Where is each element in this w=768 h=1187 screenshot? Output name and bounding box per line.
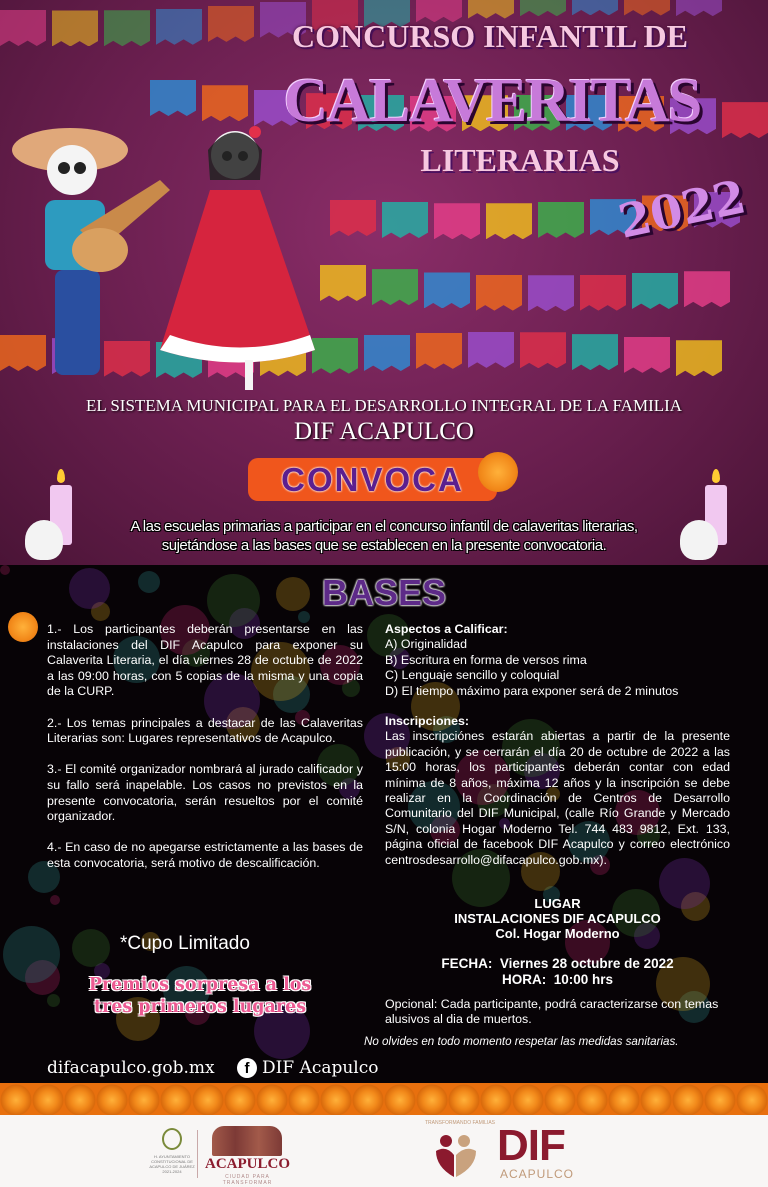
papel-picado-flag <box>416 333 462 369</box>
title-line3: LITERARIAS <box>420 142 620 178</box>
floral-decoration <box>3 926 60 983</box>
dif-ring-text: TRANSFORMANDO FAMILIAS <box>425 1120 496 1126</box>
papel-picado-flag <box>528 275 574 311</box>
opcional-text: Opcional: Cada participante, podrá caracterizarse con temas alusivos al dia de muertos. <box>385 997 719 1026</box>
papel-picado-flag <box>486 203 532 239</box>
aspecto-item: C) Lenguaje sencillo y coloquial <box>385 668 560 683</box>
intro-text <box>80 517 688 555</box>
convoca-banner: CONVOCA <box>248 458 497 501</box>
bases-item: 1.- Los participantes deberán presentarse en las instalaciones del DIF Acapulco para exponer su Calaverita Literaria, el día viernes 28 de octubre de 2022 a las 09:00 horas, con 5 copias de la misma y una copia de la CURP. <box>47 622 363 699</box>
fecha-time: HORA: 10:00 hrs <box>501 972 614 987</box>
acapulco-logo: ACAPULCO <box>205 1156 290 1172</box>
facebook-label: DIF Acapulco <box>262 1058 379 1078</box>
fecha-block <box>385 956 730 988</box>
website-link[interactable]: difacapulco.gob.mx <box>47 1058 215 1078</box>
bases-list <box>47 622 363 887</box>
papel-picado-flag <box>676 340 722 376</box>
inscripciones-text: Las inscripciónes estarán abiertas a partir de la presente publicación, y se cerrarán el día 20 de octubre de 2022 a las 15:00 horas, los participantes deberán contar con edad mínima de 8 años, máxima 12 años y la inscripción se debe realizar en la Coordinación de Centros de Desarrollo Comunitario del DIF Municipal, (calle Río Grande y Mercado S/N, colonia Hogar Moderno Tel. 744 483 9812, Ext. 133, página oficial de facebook DIF Acapulco y correo electrónico centrosdesarrollo@difacapulco.gob.mx). <box>385 729 730 867</box>
bases-item: 2.- Los temas principales a destacar de las Calaveritas Literarias son: Lugares representativos de Acapulco. <box>47 715 363 746</box>
papel-picado-flag <box>434 203 480 239</box>
footer <box>0 1115 768 1187</box>
dif-logo-sub: ACAPULCO <box>500 1167 575 1181</box>
ayuntamiento-text: H. AYUNTAMIENTO CONSTITUCIONAL DE ACAPULCO DE JUÁREZ 2021-2024 <box>149 1154 195 1174</box>
papel-picado-flag <box>632 273 678 309</box>
premios-text <box>60 974 340 1018</box>
papel-picado-flag <box>476 275 522 311</box>
acapulco-slogan: CIUDAD PARA TRANSFORMAR <box>222 1174 273 1186</box>
marigold-icon <box>8 612 38 642</box>
papel-picado-flag <box>468 332 514 368</box>
aspectos-title: Aspectos a Calificar: <box>385 622 508 636</box>
organizer-name: EL SISTEMA MUNICIPAL PARA EL DESARROLLO INTEGRAL DE LA FAMILIA <box>85 396 683 415</box>
papel-picado-flag <box>538 202 584 238</box>
marigold-icon <box>478 452 518 492</box>
marigold-border <box>0 1083 768 1117</box>
floral-decoration <box>72 929 110 967</box>
premios-line2: tres primeros lugares <box>93 997 307 1017</box>
bases-title: BASES <box>321 572 447 613</box>
title-line2: CALAVERITAS <box>283 67 701 135</box>
papel-picado-flag <box>520 332 566 368</box>
lugar-label: LUGAR <box>534 896 581 911</box>
sugar-skull-icon <box>25 520 63 560</box>
aspecto-item: D) El tiempo máximo para exponer será de 2 minutos <box>385 683 679 698</box>
inscripciones-title: Inscripciones: <box>385 714 470 729</box>
bases-item: 4.- En caso de no apegarse estrictamente a las bases de esta convocatoria, será motivo de descalificación. <box>47 840 363 870</box>
papel-picado-flag <box>208 6 254 42</box>
title-line1: CONCURSO INFANTIL DE <box>292 18 688 54</box>
acapulco-heroes-logo-icon <box>212 1126 282 1156</box>
papel-picado-flag <box>722 102 768 138</box>
right-column <box>385 622 730 868</box>
fecha-date: FECHA: Viernes 28 octubre de 2022 <box>441 956 674 971</box>
papel-picado-flag <box>104 10 150 46</box>
papel-picado-flag <box>330 200 376 236</box>
lugar-colony: Col. Hogar Moderno <box>495 926 620 941</box>
papel-picado-flag <box>572 334 618 370</box>
papel-picado-flag <box>372 269 418 305</box>
title-year: 2022 <box>613 169 751 249</box>
papel-picado-flag <box>684 271 730 307</box>
lugar-block <box>385 896 730 941</box>
bases-item: 3.- El comité organizador nombrará al jurado calificador y su fallo será inapelable. Los casos no previstos en la presente convocatoria, serán resueltos por el comité organizador. <box>47 762 363 824</box>
footer-divider <box>197 1130 198 1178</box>
papel-picado-flag <box>156 9 202 45</box>
floral-decoration <box>50 895 60 905</box>
papel-picado-flag <box>0 10 46 46</box>
aspecto-item: A) Originalidad <box>385 637 467 652</box>
facebook-icon: f <box>237 1058 257 1078</box>
lugar-place: INSTALACIONES DIF ACAPULCO <box>454 911 661 926</box>
aspecto-item: B) Escritura en forma de versos rima <box>385 652 587 667</box>
premios-line1: Premios sorpresa a los <box>88 975 312 995</box>
organizer-short: DIF ACAPULCO <box>294 418 474 445</box>
floral-decoration <box>47 994 60 1007</box>
papel-picado-flag <box>424 272 470 308</box>
intro-line1: A las escuelas primarias a participar en el concurso infantil de calaveritas literarias, <box>130 518 638 535</box>
papel-picado-flag <box>580 275 626 311</box>
dif-logo: DIF <box>497 1121 565 1170</box>
facebook-link[interactable] <box>237 1058 379 1078</box>
cupo-limitado: *Cupo Limitado <box>120 933 250 954</box>
ayuntamiento-seal-icon <box>162 1128 182 1150</box>
sanitary-note: No olvides en todo momento respetar las medidas sanitarias. <box>364 1035 679 1048</box>
dif-family-icon <box>432 1133 480 1177</box>
papel-picado-flag <box>364 335 410 371</box>
papel-picado-flag <box>52 10 98 46</box>
intro-line2: sujetándose a las bases que se establecen en la presente convocatoria. <box>161 537 607 554</box>
papel-picado-flag <box>382 202 428 238</box>
papel-picado-flag <box>624 337 670 373</box>
catrina-characters-illustration <box>10 110 330 400</box>
